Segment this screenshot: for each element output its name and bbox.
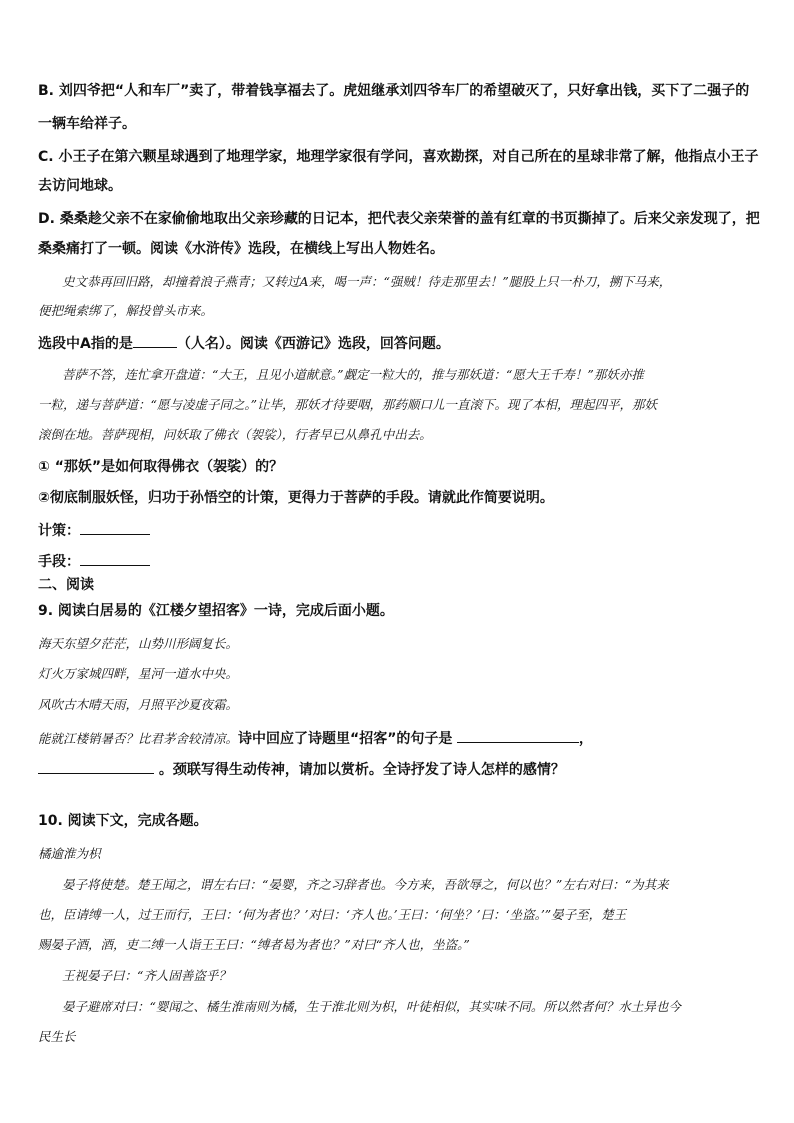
xiyou-excerpt-line-2: 一粒，递与菩萨道：“愿与凌虚子同之。”让毕，那妖才待要咽，那药顺口儿一直滚下。现了本相，理起四平，那妖 <box>38 397 658 412</box>
passage-line-4: 王视晏子曰：“齐人固善盗乎？ <box>62 968 231 983</box>
question-a-prefix: 选段中A指的是 <box>38 336 133 352</box>
answer-blank-strategy[interactable] <box>80 520 150 535</box>
means-label: 手段： <box>38 554 80 570</box>
question-2: ②彻底制服妖怪，归功于孙悟空的计策，更得力于菩萨的手段。请就此作简要说明。 <box>38 490 554 506</box>
shuihu-excerpt-line-2: 便把绳索绑了，解投曾头市来。 <box>38 303 214 318</box>
question-a-line <box>38 333 450 353</box>
poem-line-3: 风吹古木晴天雨，月照平沙夏夜霜。 <box>38 697 239 712</box>
passage-title: 橘逾淮为枳 <box>38 846 101 861</box>
poem-line-1: 海天东望夕茫茫，山势川形阔复长。 <box>38 636 239 651</box>
passage-line-2: 也，臣请缚一人，过王而行，王曰：‘何为者也？’对曰：‘齐人也。’王曰：‘何坐？’曰：‘坐盗。’”晏子至，楚王 <box>38 907 627 922</box>
option-c-line-1: C. 小王子在第六颗星球遇到了地理学家，地理学家很有学问，喜欢勘探，对自己所在的星球非常了解，他指点小王子 <box>38 149 759 165</box>
answer-blank-a[interactable] <box>133 333 177 348</box>
question-9: 9. 阅读白居易的《江楼夕望招客》一诗，完成后面小题。 <box>38 603 394 619</box>
option-d-line-2: 桑桑痛打了一顿。阅读《水浒传》选段，在横线上写出人物姓名。 <box>38 241 444 257</box>
question-1: ① “那妖”是如何取得佛衣（袈裟）的？ <box>38 459 284 475</box>
poem-line-2: 灯火万家城四畔，星河一道水中央。 <box>38 666 239 681</box>
xiyou-excerpt-line-1: 菩萨不答，连忙拿开盘道：“大王，且见小道献意。”觑定一粒大的，推与那妖道：“愿大王千寿！”那妖亦推 <box>62 367 644 382</box>
poem-line-4: 能就江楼销暑否？比君茅舍较清凉。 <box>38 731 239 746</box>
option-b-line-1: B. 刘四爷把“人和车厂”卖了，带着钱享福去了。虎妞继承刘四爷车厂的希望破灭了，只好拿出钱，买下了二强子的 <box>38 83 750 99</box>
question-10: 10. 阅读下文，完成各题。 <box>38 813 208 829</box>
question-9b-text: 。颈联写得生动传神，请加以赏析。全诗抒发了诗人怎样的感情？ <box>158 762 565 778</box>
strategy-line <box>38 520 150 540</box>
shuihu-excerpt-line-1: 史文恭再回旧路，却撞着浪子燕青；又转过A来，喝一声：“强贼！待走那里去！”腿股上只一朴刀，搠下马来， <box>62 274 672 289</box>
passage-line-1: 晏子将使楚。楚王闻之，谓左右曰：“晏婴，齐之习辞者也。今方来，吾欲辱之，何以也？”左右对曰：“为其来 <box>62 877 669 892</box>
question-a-suffix: （人名）。阅读《西游记》选段，回答问题。 <box>176 336 450 352</box>
section-heading-reading: 二、阅读 <box>38 577 94 593</box>
xiyou-excerpt-line-3: 滚倒在地。菩萨现相，问妖取了佛衣（袈裟），行者早已从鼻孔中出去。 <box>38 427 432 442</box>
means-line <box>38 551 150 571</box>
passage-line-5: 晏子避席对曰：“婴闻之、橘生淮南则为橘，生于淮北则为枳，叶徒相似，其实味不同。所以然者何？水土异也今 <box>62 999 681 1014</box>
passage-line-6: 民生长 <box>38 1029 76 1044</box>
answer-blank-9b[interactable] <box>38 759 154 774</box>
answer-blank-9a[interactable] <box>457 728 579 743</box>
option-d-line-1: D. 桑桑趁父亲不在家偷偷地取出父亲珍藏的日记本，把代表父亲荣誉的盖有红章的书页撕掉了。后来父亲发现了，把 <box>38 211 760 227</box>
passage-line-3: 赐晏子酒，酒，吏二缚一人诣王王曰：“缚者曷为者也？”对曰“齐人也，坐盗。” <box>38 937 470 952</box>
question-9a-text: 诗中回应了诗题里“招客”的句子是 <box>238 731 453 747</box>
option-b-line-2: 一辆车给祥子。 <box>38 116 136 132</box>
poem-line-4-question: 能就江楼销暑否？比君茅舍较清凉。诗中回应了诗题里“招客”的句子是 ， <box>38 728 593 748</box>
answer-blank-means[interactable] <box>80 551 150 566</box>
strategy-label: 计策： <box>38 523 80 539</box>
question-9b-line <box>38 759 565 779</box>
option-c-line-2: 去访问地球。 <box>38 178 122 194</box>
